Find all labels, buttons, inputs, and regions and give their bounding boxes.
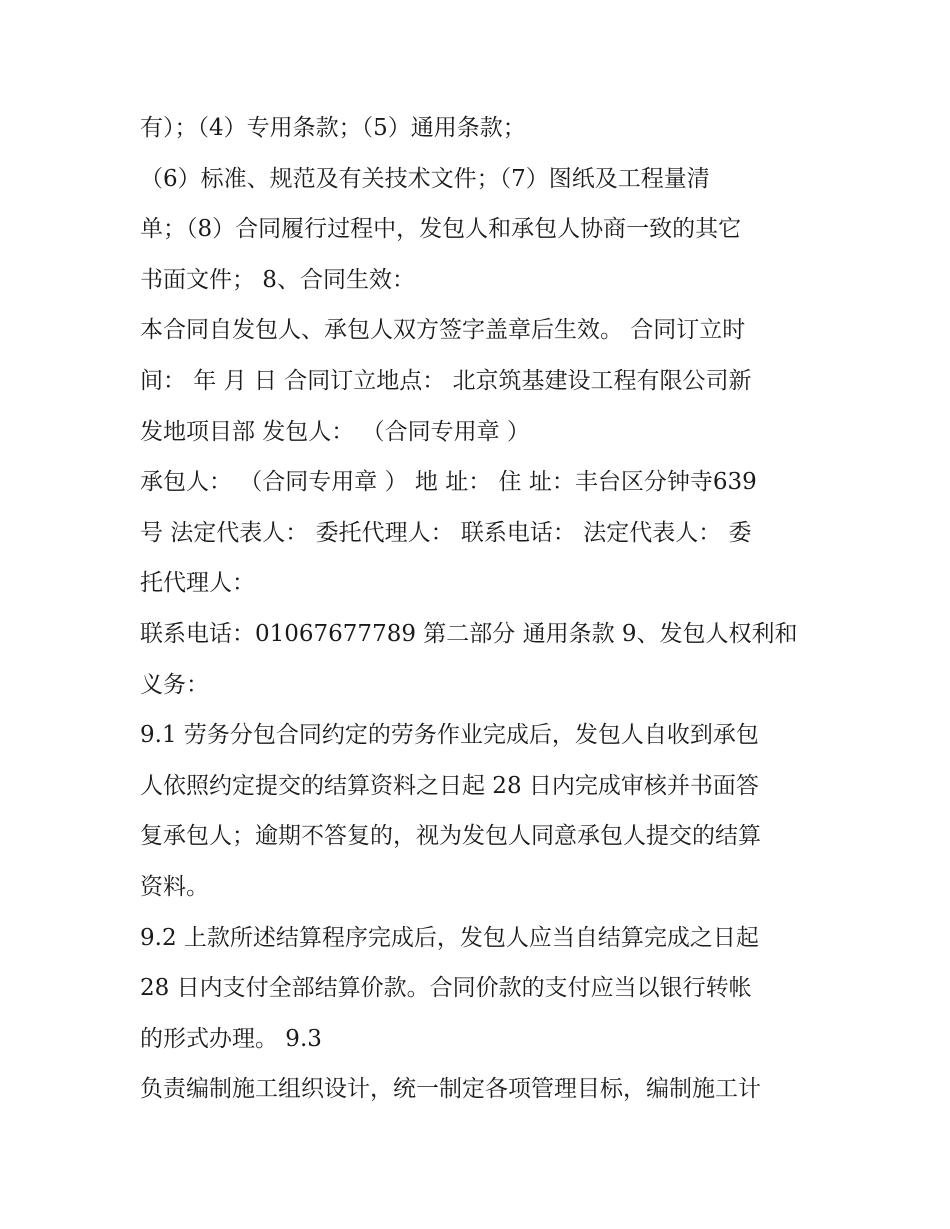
text-line: （6）标准、规范及有关技术文件；（7）图纸及工程量清 — [140, 165, 710, 192]
text-line: 9.2 上款所述结算程序完成后，发包人应当自结算完成之日起 — [140, 924, 759, 951]
text-line: 义务： — [140, 671, 209, 698]
text-line: 复承包人；逾期不答复的，视为发包人同意承包人提交的结算 — [140, 823, 761, 850]
text-line: 人依照约定提交的结算资料之日起 28 日内完成审核并书面答 — [140, 772, 759, 799]
text-line: 资料。 — [140, 873, 209, 900]
text-line: 书面文件； 8、合同生效： — [140, 266, 415, 293]
text-line: 的形式办理。 9.3 — [140, 1025, 322, 1052]
text-line: 承包人： （合同专用章 ） 地 址： 住 址：丰台区分钟寺639 — [140, 469, 757, 496]
contract-text-body — [140, 103, 830, 1115]
text-line: 28 日内支付全部结算价款。合同价款的支付应当以银行转帐 — [140, 975, 752, 1002]
text-line: 号 法定代表人： 委托代理人： 联系电话： 法定代表人： 委 — [140, 519, 752, 546]
text-line: 负责编制施工组织设计，统一制定各项管理目标，编制施工计 — [140, 1076, 761, 1103]
text-line: 本合同自发包人、承包人双方签字盖章后生效。 合同订立时 — [140, 317, 746, 344]
text-line: 间： 年 月 日 合同订立地点： 北京筑基建设工程有限公司新 — [140, 367, 752, 394]
text-line: 联系电话：01067677789 第二部分 通用条款 9、发包人权利和 — [140, 620, 798, 647]
text-line: 发地项目部 发包人： （合同专用章 ） — [140, 418, 530, 445]
text-line: 单；（8）合同履行过程中，发包人和承包人协商一致的其它 — [140, 216, 742, 243]
text-line: 有）；（4）专用条款；（5）通用条款； — [140, 115, 526, 141]
text-line: 托代理人： — [140, 570, 255, 597]
text-line: 9.1 劳务分包合同约定的劳务作业完成后，发包人自收到承包 — [140, 722, 759, 749]
